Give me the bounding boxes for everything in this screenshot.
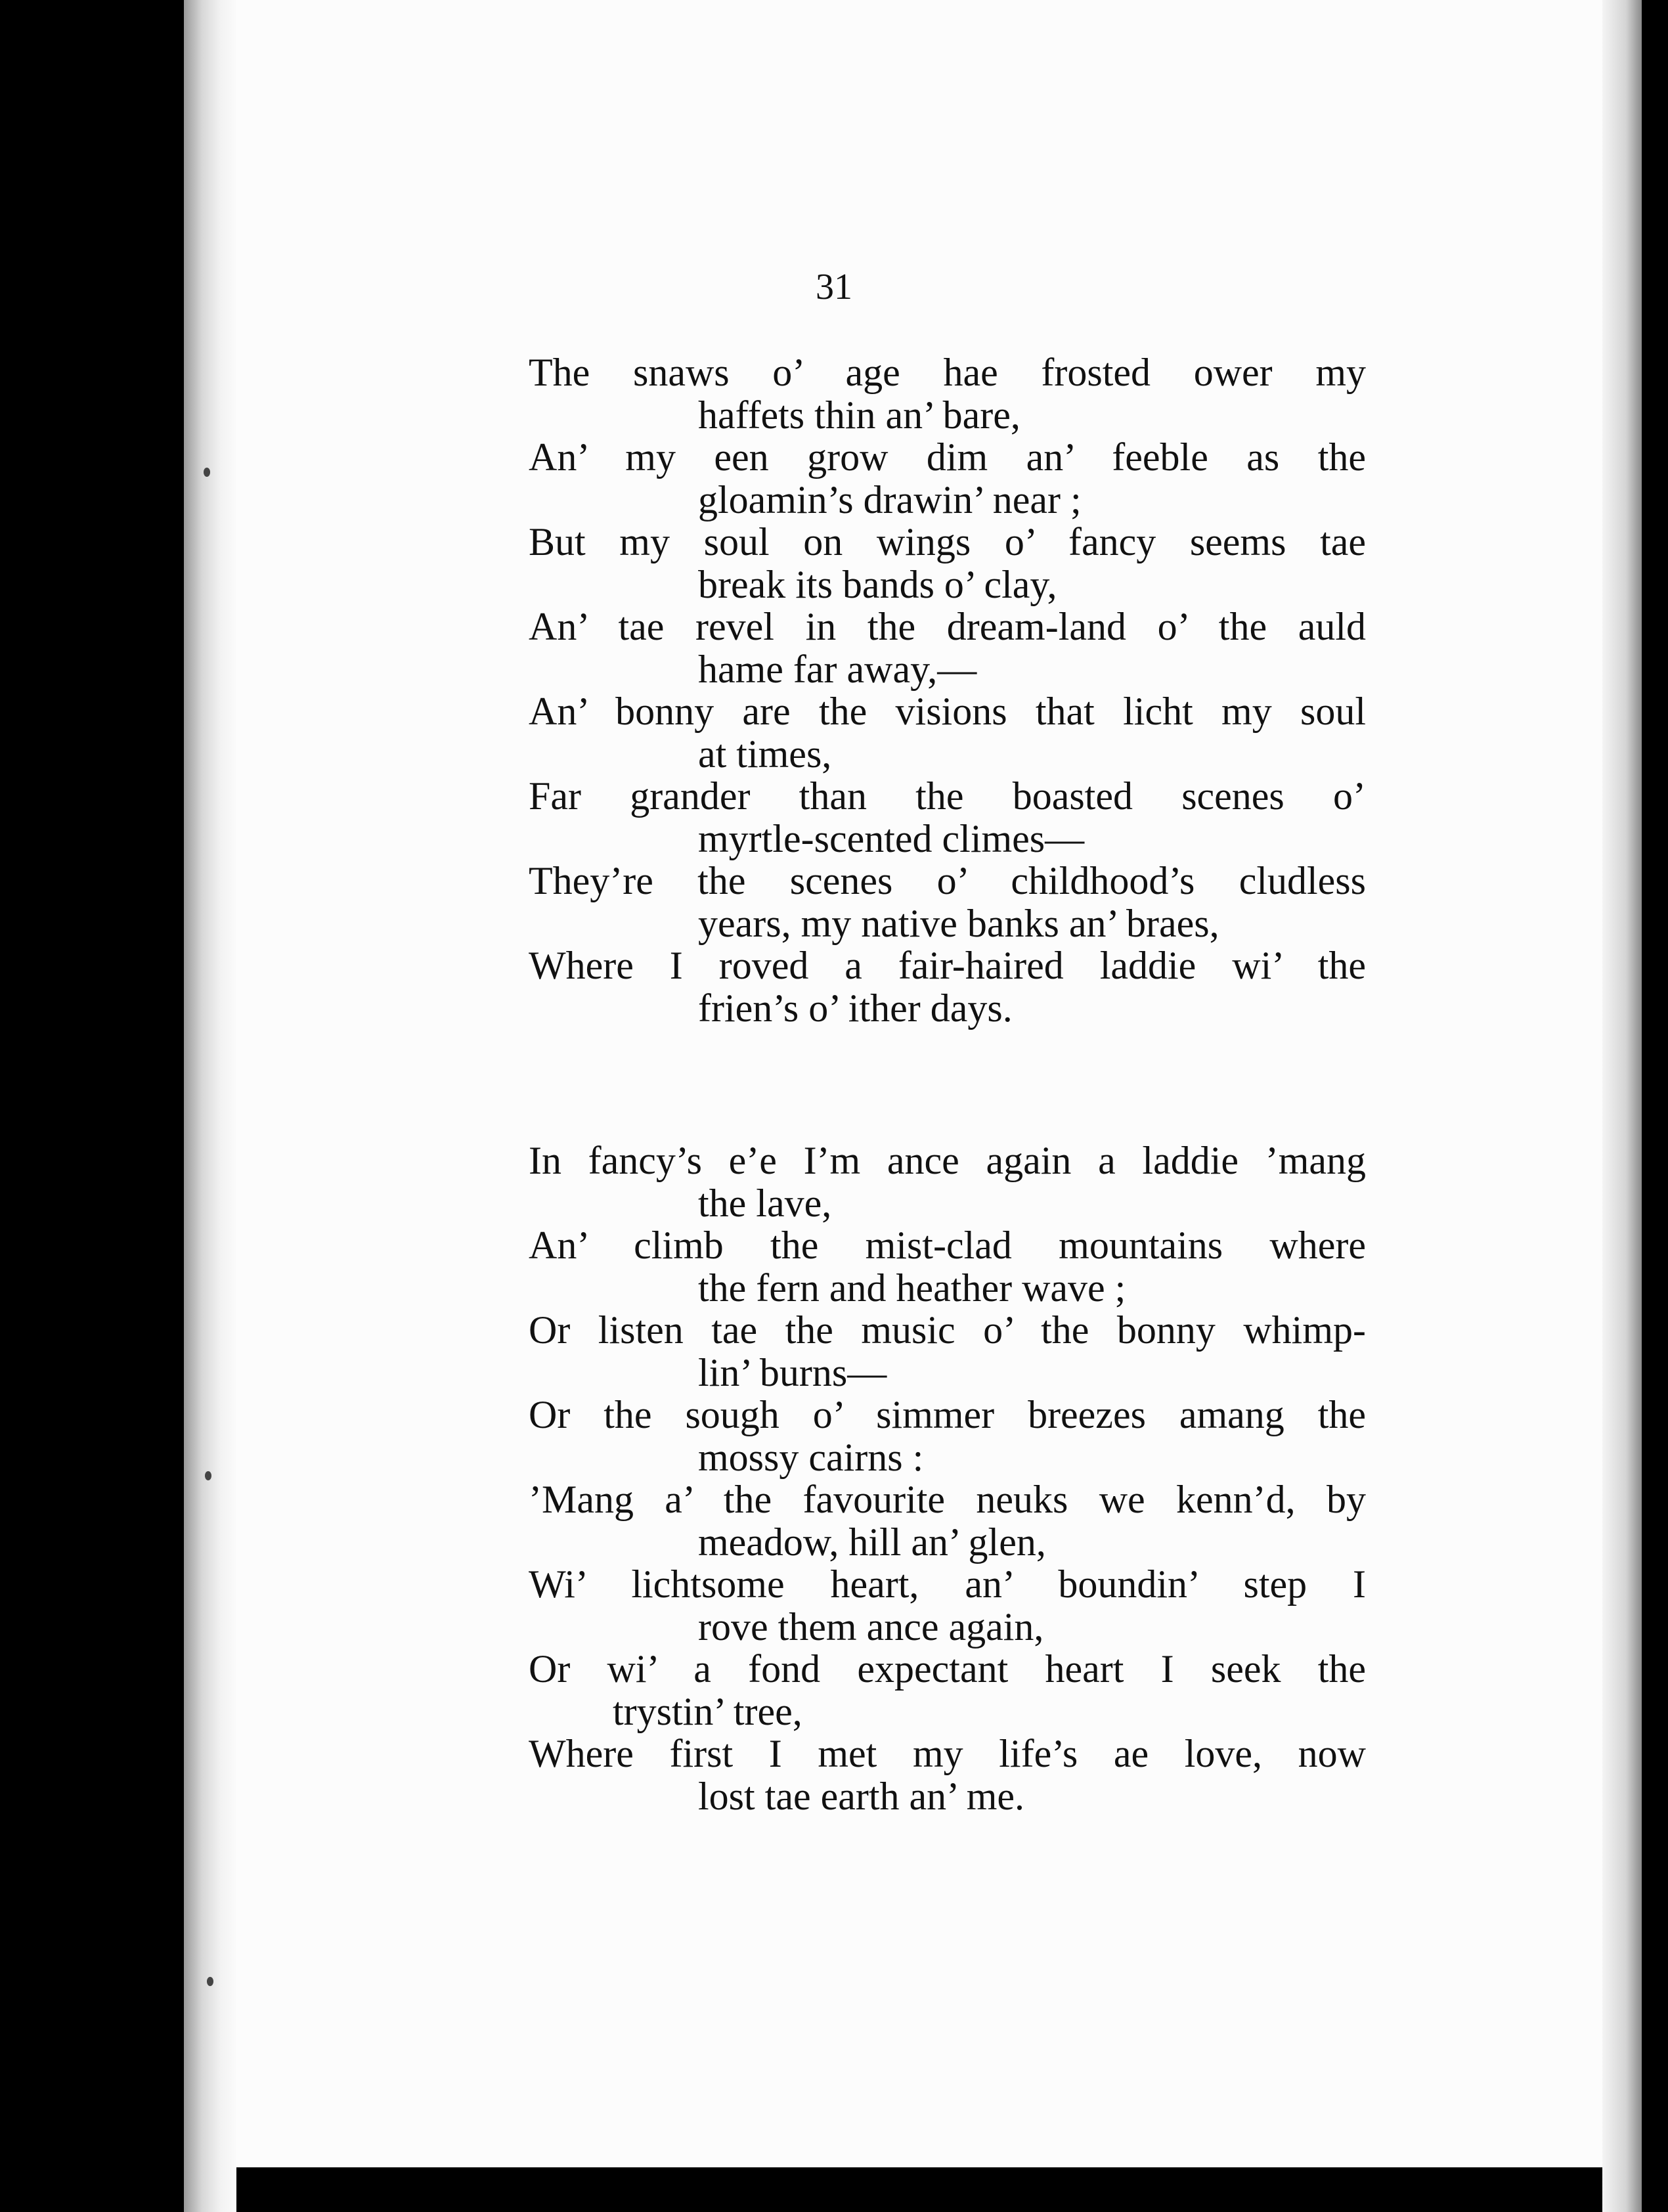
verse-turnover: years, my native banks an’ braes, xyxy=(698,901,1219,945)
verse-line: Or the sough o’ simmer breezes amang the xyxy=(529,1393,1366,1436)
stanza-2 xyxy=(529,1139,1366,1817)
verse-line: The snaws o’ age hae frosted ower my xyxy=(529,351,1366,394)
verse-line: An’ bonny are the visions that licht my soul xyxy=(529,690,1366,733)
verse-turnover: meadow, hill an’ glen, xyxy=(698,1520,1046,1564)
verse-turnover: myrtle-scented climes— xyxy=(698,816,1085,860)
verse-line: An’ tae revel in the dream-land o’ the auld xyxy=(529,605,1366,648)
page-paper xyxy=(236,0,1642,2167)
verse-turnover: at times, xyxy=(698,732,832,776)
verse-line: They’re the scenes o’ childhood’s cludless xyxy=(529,859,1366,902)
verse-line: Or listen tae the music o’ the bonny whimp- xyxy=(529,1308,1366,1352)
right-page-edge xyxy=(1602,0,1642,2212)
verse-turnover: the lave, xyxy=(698,1181,832,1225)
verse-turnover: lost tae earth an’ me. xyxy=(698,1774,1024,1818)
verse-turnover: gloamin’s drawin’ near ; xyxy=(698,477,1082,521)
verse-line: Where I roved a fair-haired laddie wi’ the xyxy=(529,944,1366,987)
verse-turnover: haffets thin an’ bare, xyxy=(698,393,1021,437)
verse-turnover: break its bands o’ clay, xyxy=(698,562,1057,606)
page-number: 31 xyxy=(816,267,852,307)
verse-turnover: trystin’ tree, xyxy=(613,1689,802,1733)
scan-speck xyxy=(204,468,210,477)
verse-line: An’ climb the mist-clad mountains where xyxy=(529,1224,1366,1267)
verse-line: ’Mang a’ the favourite neuks we kenn’d, by xyxy=(529,1478,1366,1521)
verse-line: Far grander than the boasted scenes o’ xyxy=(529,774,1366,818)
verse-turnover: lin’ burns— xyxy=(698,1350,887,1394)
verse-line: Wi’ lichtsome heart, an’ boundin’ step I xyxy=(529,1562,1366,1606)
verse-turnover: mossy cairns : xyxy=(698,1435,924,1479)
stanza-1 xyxy=(529,351,1366,1029)
verse-line: An’ my een grow dim an’ feeble as the xyxy=(529,435,1366,479)
verse-line: But my soul on wings o’ fancy seems tae xyxy=(529,520,1366,564)
verse-turnover: rove them ance again, xyxy=(698,1604,1044,1648)
scan-speck xyxy=(205,1471,211,1480)
verse-line: Where first I met my life’s ae love, now xyxy=(529,1732,1366,1775)
verse-turnover: frien’s o’ ither days. xyxy=(698,986,1013,1030)
verse-turnover: hame far away,— xyxy=(698,647,977,691)
verse-line: In fancy’s e’e I’m ance again a laddie ’mang xyxy=(529,1139,1366,1182)
verse-turnover: the fern and heather wave ; xyxy=(698,1266,1126,1310)
verse-line: Or wi’ a fond expectant heart I seek the xyxy=(529,1647,1366,1691)
scan-speck xyxy=(207,1977,213,1986)
left-page-gutter xyxy=(184,0,236,2212)
